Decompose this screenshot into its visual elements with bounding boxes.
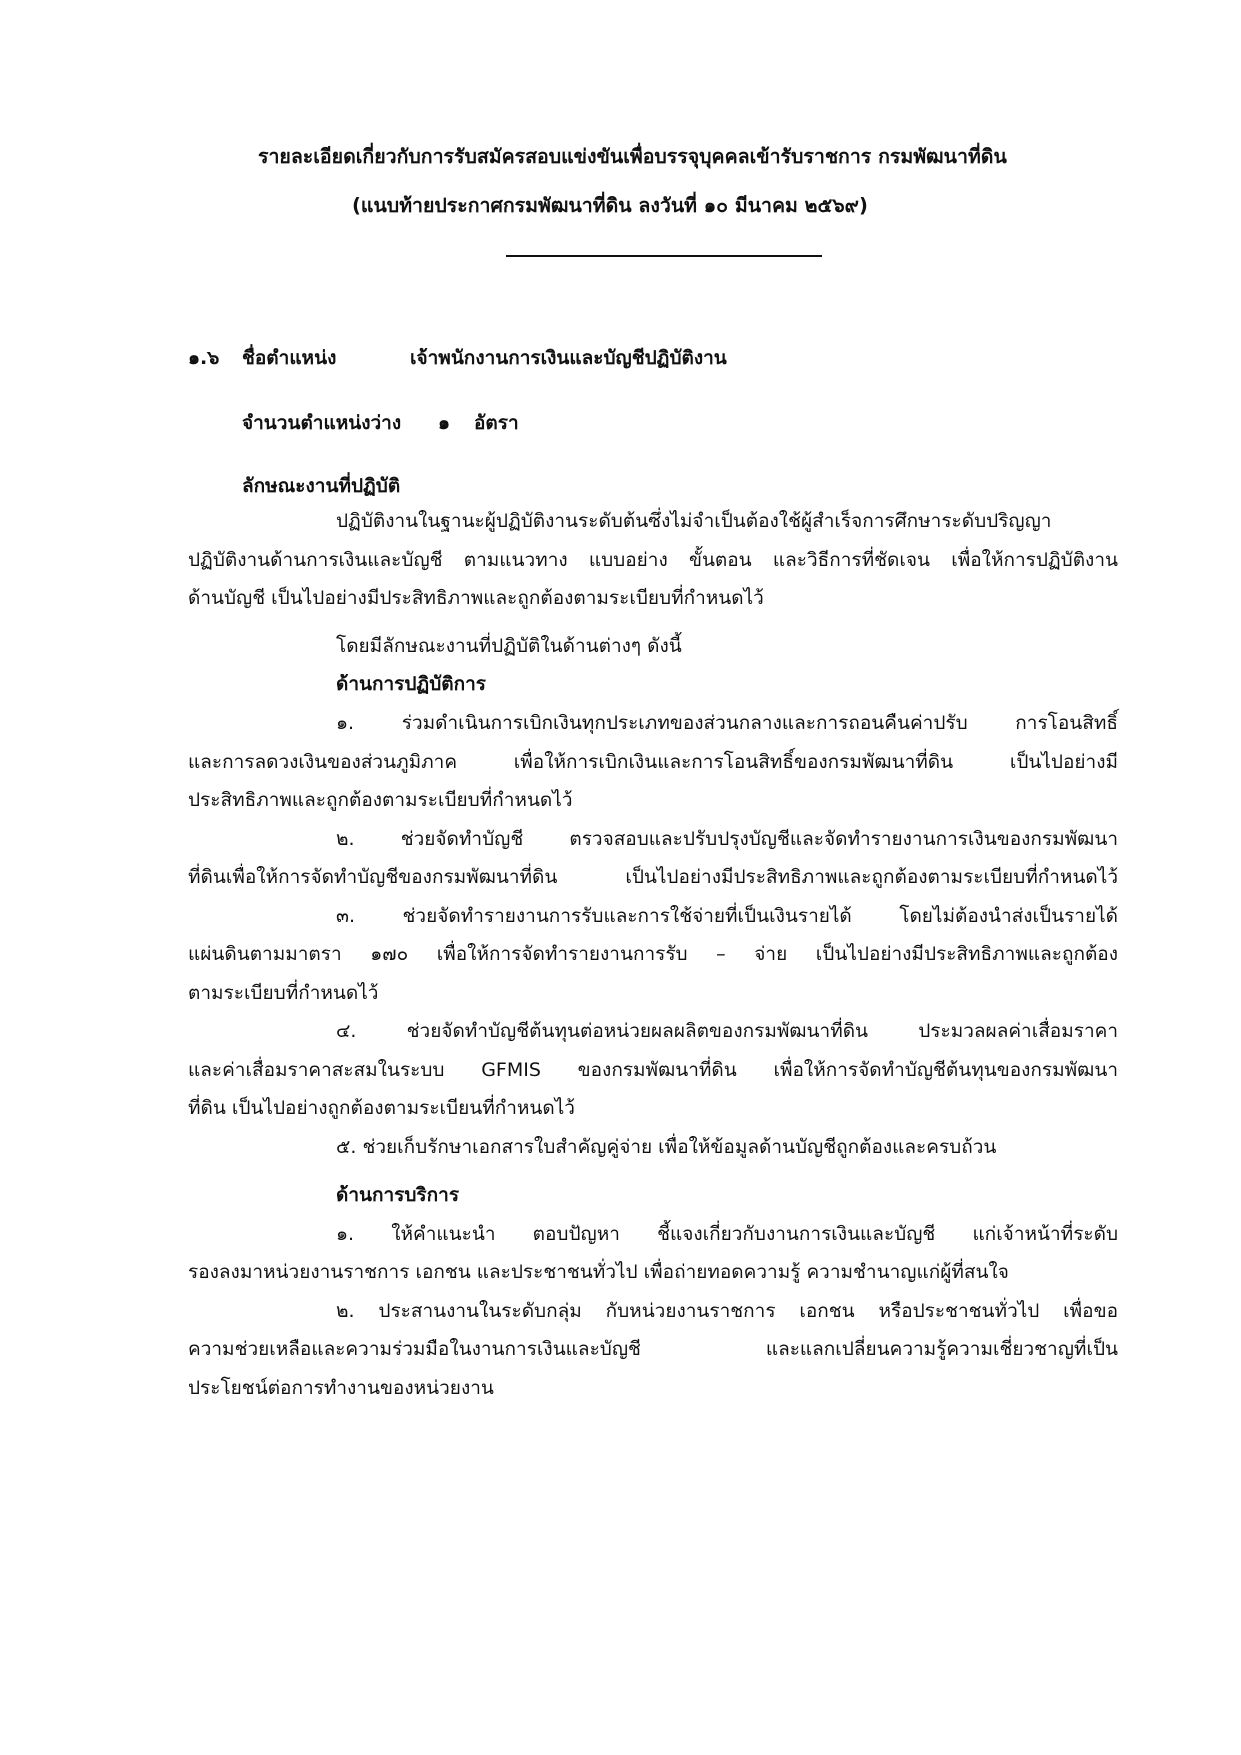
service-heading: ด้านการบริการ (336, 1184, 460, 1206)
duties-heading: ลักษณะงานที่ปฏิบัติ (242, 475, 401, 497)
operations-line: ประสิทธิภาพและถูกต้องตามระเบียบที่กำหนดไว้ (188, 789, 573, 811)
duties-intro-line: ปฏิบัติงานในฐานะผู้ปฏิบัติงานระดับต้นซึ่งไม่จำเป็นต้องใช้ผู้สำเร็จการศึกษาระดับปริญญา (336, 510, 1052, 532)
service-line: ความช่วยเหลือและความร่วมมือในงานการเงินและบัญชี และแลกเปลี่ยนความรู้ความเชี่ยวชาญที่เป็น (188, 1338, 1118, 1360)
duties-intro-line: ปฏิบัติงานด้านการเงินและบัญชี ตามแนวทาง แบบอย่าง ขั้นตอน และวิธีการที่ชัดเจน เพื่อให้การปฏิบัติงาน (188, 549, 1118, 571)
vacancy-unit: อัตรา (474, 412, 519, 434)
duties-intro-line: ด้านบัญชี เป็นไปอย่างมีประสิทธิภาพและถูกต้องตามระเบียบที่กำหนดไว้ (188, 587, 764, 609)
vacancy-label: จำนวนตำแหน่งว่าง (242, 412, 402, 434)
operations-line: ๑. ร่วมดำเนินการเบิกเงินทุกประเภทของส่วนกลางและการถอนคืนค่าปรับ การโอนสิทธิ์ (336, 712, 1118, 734)
operations-line: และการลดวงเงินของส่วนภูมิภาค เพื่อให้การเบิกเงินและการโอนสิทธิ์ของกรมพัฒนาที่ดิน เป็นไปอย่างมี (188, 751, 1118, 773)
operations-line: ที่ดิน เป็นไปอย่างถูกต้องตามระเบียนที่กำหนดไว้ (188, 1097, 575, 1119)
position-number: ๑.๖ (188, 347, 220, 369)
service-line: รองลงมาหน่วยงานราชการ เอกชน และประชาชนทั่วไป เพื่อถ่ายทอดความรู้ ความชำนาญแก่ผู้ที่สนใจ (188, 1261, 1009, 1283)
operations-heading: ด้านการปฏิบัติการ (336, 673, 486, 695)
service-line: ๒. ประสานงานในระดับกลุ่ม กับหน่วยงานราชการ เอกชน หรือประชาชนทั่วไป เพื่อขอ (336, 1300, 1118, 1322)
position-name: เจ้าพนักงานการเงินและบัญชีปฏิบัติงาน (410, 347, 727, 369)
vacancy-count: ๑ (438, 412, 451, 434)
operations-line: และค่าเสื่อมราคาสะสมในระบบ GFMIS ของกรมพัฒนาที่ดิน เพื่อให้การจัดทำบัญชีต้นทุนของกรมพัฒนา (188, 1059, 1118, 1081)
service-line: ประโยชน์ต่อการทำงานของหน่วยงาน (188, 1377, 494, 1399)
duties-lead-in: โดยมีลักษณะงานที่ปฏิบัติในด้านต่างๆ ดังนี้ (336, 635, 682, 657)
service-line: ๑. ให้คำแนะนำ ตอบปัญหา ชี้แจงเกี่ยวกับงานการเงินและบัญชี แก่เจ้าหน้าที่ระดับ (336, 1223, 1118, 1245)
operations-line: ๓. ช่วยจัดทำรายงานการรับและการใช้จ่ายที่เป็นเงินรายได้ โดยไม่ต้องนำส่งเป็นรายได้ (336, 905, 1118, 927)
document-subtitle: (แนบท้ายประกาศกรมพัฒนาที่ดิน ลงวันที่ ๑๐ มีนาคม ๒๕๖๙) (352, 194, 868, 217)
operations-line: ที่ดินเพื่อให้การจัดทำบัญชีของกรมพัฒนาที่ดิน เป็นไปอย่างมีประสิทธิภาพและถูกต้องตามระเบียบที่กำหนดไว้ (188, 866, 1118, 888)
operations-line: ๕. ช่วยเก็บรักษาเอกสารใบสำคัญคู่จ่าย เพื่อให้ข้อมูลด้านบัญชีถูกต้องและครบถ้วน (336, 1136, 997, 1158)
operations-line: ตามระเบียบที่กำหนดไว้ (188, 982, 379, 1004)
document-title: รายละเอียดเกี่ยวกับการรับสมัครสอบแข่งขันเพื่อบรรจุบุคคลเข้ารับราชการ กรมพัฒนาที่ดิน (258, 145, 1007, 168)
operations-line: ๒. ช่วยจัดทำบัญชี ตรวจสอบและปรับปรุงบัญชีและจัดทำรายงานการเงินของกรมพัฒนา (336, 828, 1118, 850)
title-underline (506, 255, 822, 257)
position-label: ชื่อตำแหน่ง (242, 347, 337, 369)
operations-line: แผ่นดินตามมาตรา ๑๗๐ เพื่อให้การจัดทำรายงานการรับ – จ่าย เป็นไปอย่างมีประสิทธิภาพและถูกต้อง (188, 943, 1118, 965)
operations-line: ๔. ช่วยจัดทำบัญชีต้นทุนต่อหน่วยผลผลิตของกรมพัฒนาที่ดิน ประมวลผลค่าเสื่อมราคา (336, 1020, 1118, 1042)
